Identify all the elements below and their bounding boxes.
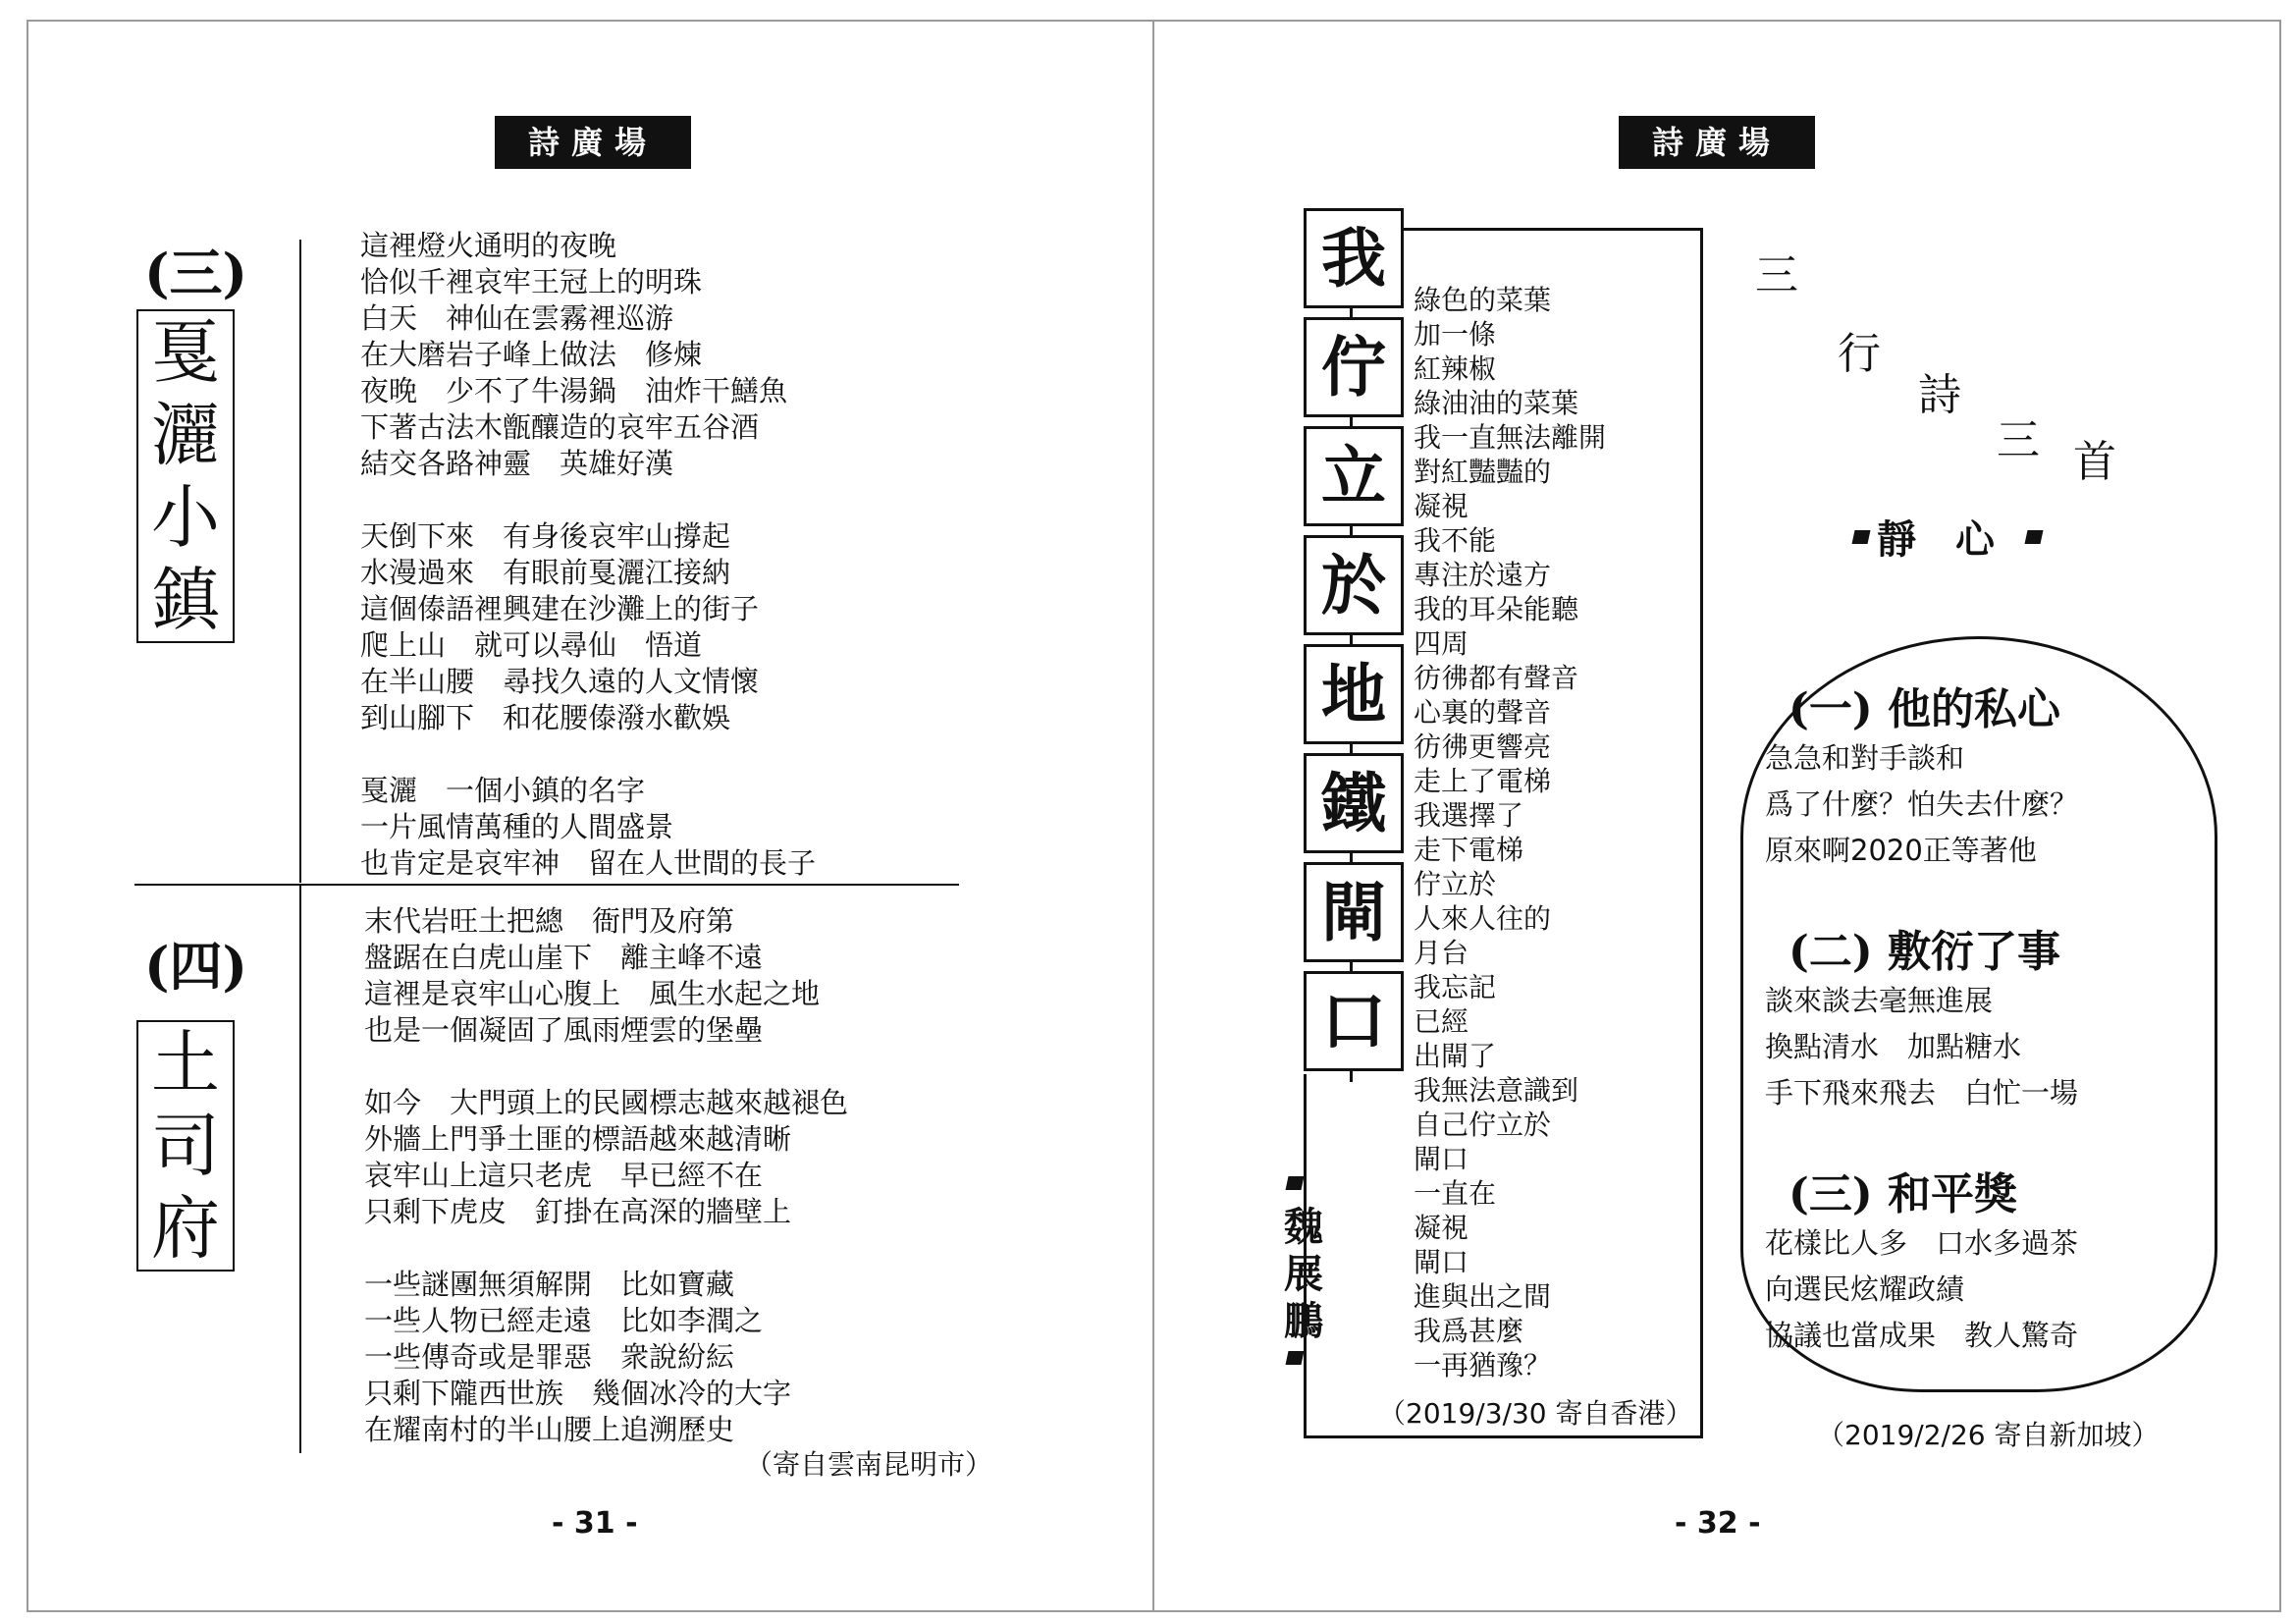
- poem-frame-top: [1400, 228, 1703, 231]
- author-char: 魏: [1284, 1204, 1323, 1250]
- poem-line: 閘口: [1414, 1143, 1469, 1175]
- title-char-box: 立: [1304, 426, 1404, 526]
- poem-line: 也是一個凝固了風雨煙雲的堡壘: [364, 1013, 764, 1047]
- page-number: - 31 -: [552, 1506, 638, 1541]
- title-char-box: 我: [1304, 208, 1404, 308]
- poem-author: 靜 心: [1877, 516, 1995, 563]
- title-char-box: 佇: [1304, 317, 1404, 417]
- poem-line: 凝視: [1414, 490, 1469, 522]
- poem-line: 一再猶豫？: [1414, 1349, 1552, 1381]
- left-page: [27, 20, 1155, 1612]
- title-char: 府: [151, 1188, 220, 1269]
- short-poem-title: (三) 和平獎: [1789, 1169, 2017, 1219]
- poem-line: 我不能: [1414, 524, 1497, 557]
- title-char: 小: [151, 477, 220, 558]
- poem-body: [364, 903, 848, 1448]
- short-poem-line: 手下飛來飛去 白忙一場: [1765, 1076, 2079, 1110]
- short-poem-title: (一) 他的私心: [1789, 684, 2060, 734]
- poem-line: 在半山腰 尋找久遠的人文情懷: [360, 665, 760, 698]
- poem-line: 已經: [1414, 1005, 1469, 1038]
- heading-char: 三: [1755, 250, 1798, 300]
- title-char: 土: [151, 1023, 220, 1104]
- poem-title-box: [136, 309, 235, 643]
- short-poem-line: 花樣比人多 口水多過茶: [1765, 1226, 2079, 1260]
- vertical-divider: [299, 240, 301, 883]
- short-poem-line: 向選民炫耀政績: [1765, 1272, 1965, 1306]
- poem-line: 這裡燈火通明的夜晚: [360, 229, 617, 262]
- poem-line: 天倒下來 有身後哀牢山撐起: [360, 519, 731, 553]
- poem-line: 恰似千裡哀牢王冠上的明珠: [360, 265, 703, 298]
- poem-line: 只剩下隴西世族 幾個冰冷的大字: [364, 1377, 792, 1410]
- poem-body: [360, 228, 816, 882]
- poem-line: 綠色的菜葉: [1414, 284, 1552, 316]
- poem-line: 我選擇了: [1414, 799, 1524, 832]
- short-poem-line: 協議也當成果 教人驚奇: [1765, 1319, 2079, 1352]
- poem-line: 這個傣語裡興建在沙灘上的街子: [360, 592, 760, 625]
- poem-line: 彷彿都有聲音: [1414, 662, 1579, 694]
- poem-line: 對紅豔豔的: [1414, 456, 1552, 488]
- poem-line: 水漫過來 有眼前戛灑江接納: [360, 556, 731, 589]
- author-char: 鵬: [1284, 1298, 1323, 1344]
- poem-line: 到山腳下 和花腰傣潑水歡娛: [360, 701, 731, 734]
- poem-line: 我無法意識到: [1414, 1074, 1579, 1107]
- poem-line: 人來人往的: [1414, 902, 1552, 935]
- author-char: 展: [1284, 1251, 1323, 1297]
- poem-body: [1414, 283, 1606, 1382]
- poem-line: 一片風情萬種的人間盛景: [360, 810, 674, 843]
- poem-line: 爬上山 就可以尋仙 悟道: [360, 628, 703, 662]
- poem-line: 走下電梯: [1414, 834, 1524, 866]
- stanza-gap: [364, 1230, 848, 1267]
- poem-line: 一些人物已經走遠 比如李潤之: [364, 1304, 764, 1337]
- heading-char: 三: [1997, 415, 2040, 465]
- title-char: 司: [151, 1106, 220, 1186]
- poem-line: 心裏的聲音: [1414, 696, 1552, 729]
- poem-line: 盤踞在白虎山崖下 離主峰不遠: [364, 941, 764, 974]
- poem-line: 四周: [1414, 627, 1469, 660]
- poem-line: 在耀南村的半山腰上追溯歷史: [364, 1413, 735, 1446]
- poem-line: 結交各路神靈 英雄好漢: [360, 447, 674, 480]
- poem-line: 綠油油的菜葉: [1414, 387, 1579, 419]
- sender-note: （2019/2/26 寄自新加坡）: [1817, 1419, 2160, 1451]
- short-poem-line: 談來談去毫無進展: [1765, 984, 1994, 1017]
- horizontal-divider: [134, 884, 959, 886]
- poem-line: 白天 神仙在雲霧裡巡游: [360, 301, 674, 335]
- poem-line: 凝視: [1414, 1212, 1469, 1244]
- poem-line: 佇立於: [1414, 868, 1497, 900]
- title-char-box: 閘: [1304, 862, 1404, 962]
- poem-line: 紅辣椒: [1414, 352, 1497, 385]
- poem-line: 夜晚 少不了牛湯鍋 油炸干鱔魚: [360, 374, 788, 407]
- heading-char: 首: [2073, 437, 2116, 487]
- poem-line: 加一條: [1414, 318, 1497, 351]
- poem-line: 外牆上門爭土匪的標語越來越清晰: [364, 1122, 792, 1156]
- title-char-box: 於: [1304, 535, 1404, 635]
- poem-line: 我一直無法離開: [1414, 421, 1607, 454]
- title-char-box: 口: [1304, 971, 1404, 1071]
- poem-line: 專注於遠方: [1414, 559, 1552, 591]
- stanza-gap: [364, 1049, 848, 1085]
- title-char-box: 地: [1304, 644, 1404, 744]
- poem-line: 彷彿更響亮: [1414, 731, 1552, 763]
- short-poem-line: 急急和對手談和: [1765, 741, 1965, 775]
- title-char-box: 鐵: [1304, 753, 1404, 853]
- poem-line: 哀牢山上這只老虎 早已經不在: [364, 1159, 764, 1192]
- sender-note: （2019/3/30 寄自香港）: [1378, 1397, 1693, 1430]
- short-poem-title: (二) 敷衍了事: [1789, 927, 2060, 977]
- short-poem-line: 換點清水 加點糖水: [1765, 1030, 2022, 1063]
- title-char: 戛: [151, 312, 220, 393]
- poem-line: 出閘了: [1414, 1040, 1497, 1072]
- title-char: 鎮: [151, 560, 220, 640]
- poem-line: 只剩下虎皮 釘掛在高深的牆壁上: [364, 1195, 792, 1228]
- column-banner: 詩廣場: [1619, 116, 1815, 169]
- title-char: 灑: [151, 395, 220, 475]
- poem-line: 這裡是哀牢山心腹上 風生水起之地: [364, 977, 821, 1010]
- short-poem-line: 原來啊2020正等著他: [1765, 834, 2037, 867]
- poem-title-box: [136, 1020, 235, 1272]
- heading-char: 行: [1838, 329, 1881, 379]
- author-mark: [2025, 530, 2044, 544]
- poem-line: 末代岩旺土把總 衙門及府第: [364, 904, 735, 938]
- poem-line: 一些傳奇或是罪惡 衆說紛紜: [364, 1340, 735, 1374]
- poem-line: 在大磨岩子峰上做法 修煉: [360, 338, 703, 371]
- poem-frame-bottom: [1304, 1435, 1703, 1438]
- poem-line: 一些謎團無須解開 比如寶藏: [364, 1268, 735, 1301]
- poem-line: 月台: [1414, 937, 1469, 969]
- poem-line: 走上了電梯: [1414, 765, 1552, 797]
- poem-line: 一直在: [1414, 1177, 1497, 1210]
- vertical-divider: [299, 886, 301, 1453]
- poem-line: 自己佇立於: [1414, 1109, 1552, 1141]
- right-page: [1152, 20, 2281, 1612]
- stanza-gap: [360, 736, 816, 773]
- page-number: - 32 -: [1675, 1506, 1761, 1541]
- poem-line: 我爲甚麼: [1414, 1315, 1524, 1347]
- poem-line: 進與出之間: [1414, 1280, 1552, 1313]
- heading-char: 詩: [1918, 370, 1961, 420]
- poem-line: 也肯定是哀牢神 留在人世間的長子: [360, 846, 817, 880]
- author-mark: [1286, 1176, 1305, 1190]
- section-number: (三): [144, 242, 248, 304]
- sender-note: （寄自雲南昆明市）: [745, 1448, 993, 1481]
- poem-line: 我的耳朵能聽: [1414, 593, 1579, 625]
- poem-line: 閘口: [1414, 1246, 1469, 1278]
- poem-frame-right: [1700, 228, 1703, 1438]
- author-mark: [1852, 530, 1871, 544]
- short-poem-line: 爲了什麼？怕失去什麼？: [1765, 787, 2079, 821]
- poem-line: 我忘記: [1414, 971, 1497, 1003]
- author-mark: [1286, 1351, 1305, 1365]
- poem-line: 如今 大門頭上的民國標志越來越褪色: [364, 1086, 849, 1119]
- stanza-gap: [360, 482, 816, 518]
- poem-line: 下著古法木甑釀造的哀牢五谷酒: [360, 410, 760, 444]
- column-banner: 詩廣場: [495, 116, 691, 169]
- section-number: (四): [144, 935, 248, 998]
- poem-line: 戛灑 一個小鎮的名字: [360, 774, 646, 807]
